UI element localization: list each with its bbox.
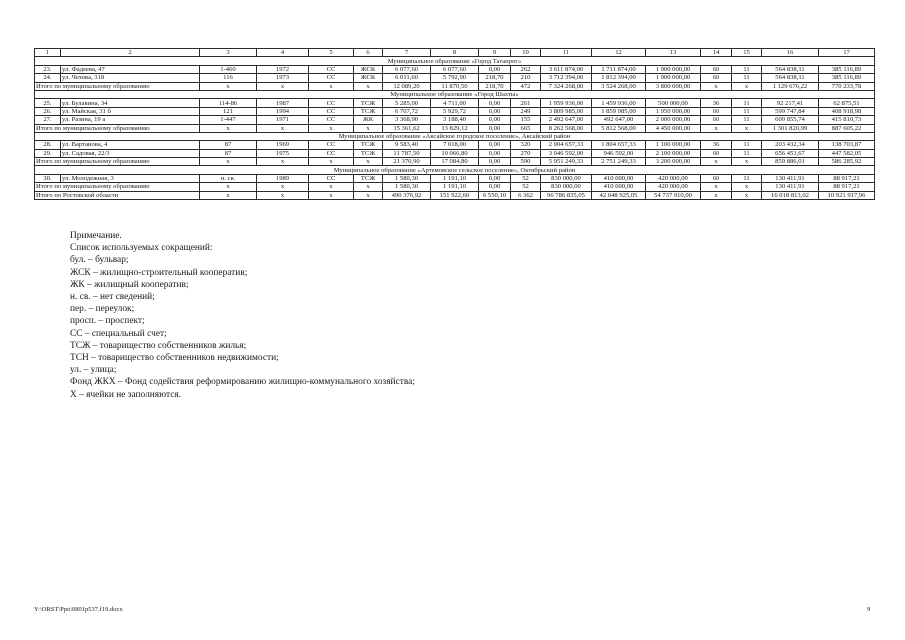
municipality-heading-row (35, 132, 875, 140)
table-cell: 1972 (257, 65, 309, 73)
table-cell: х (309, 191, 354, 199)
table-cell: 11 (732, 174, 762, 182)
table-cell: 116 (200, 74, 257, 82)
table-row (35, 149, 875, 157)
table-cell: 23. (35, 65, 61, 73)
table-cell: ТСЖ (354, 174, 383, 182)
table-row (35, 174, 875, 182)
table-cell: 0,00 (479, 124, 511, 132)
table-cell: 249 (511, 107, 541, 115)
table-cell: 830 000,00 (541, 183, 592, 191)
table-cell: СС (309, 149, 354, 157)
table-cell: 60 (701, 74, 732, 82)
table-cell: 261 (511, 99, 541, 107)
table-cell: 420 000,00 (646, 183, 701, 191)
table-cell: х (200, 124, 257, 132)
table-cell: 11 (732, 107, 762, 115)
table-cell: х (701, 183, 732, 191)
abbreviation-line: ЖК – жилищный кооператив; (70, 279, 189, 290)
table-cell: 6 077,60 (383, 65, 431, 73)
table-cell: х (200, 191, 257, 199)
table-cell: 60 (701, 116, 732, 124)
table-cell: х (732, 183, 762, 191)
table-cell: 1 812 394,00 (592, 74, 646, 82)
column-number: 9 (479, 49, 511, 57)
municipality-name: Муниципальное образование «Город Шахты» (35, 90, 875, 98)
abbreviation-line: ТСН – товарищество собственников недвижимости; (70, 353, 279, 364)
table-cell: 1-460 (200, 65, 257, 73)
column-number: 10 (511, 49, 541, 57)
table-cell: 11 (732, 65, 762, 73)
column-number: 11 (541, 49, 592, 57)
table-cell: 0,00 (479, 116, 511, 124)
table-cell: 151 922,60 (431, 191, 479, 199)
table-cell: 11 (732, 141, 762, 149)
table-cell: 1 301 820,99 (762, 124, 819, 132)
table-cell: 586 285,92 (819, 158, 875, 166)
table-cell: 492 647,00 (592, 116, 646, 124)
table-cell: х (257, 191, 309, 199)
address-cell: ул. Майская, 31 б (61, 107, 200, 115)
table-cell: 599 747,84 (762, 107, 819, 115)
table-row (35, 116, 875, 124)
table-cell: х (200, 183, 257, 191)
column-number: 1 (35, 49, 61, 57)
table-cell: 1 191,10 (431, 174, 479, 182)
page-number: 9 (867, 606, 871, 613)
abbreviation-line: ул. – улица; (70, 365, 117, 376)
table-cell: х (354, 158, 383, 166)
table-cell: 656 453,67 (762, 149, 819, 157)
column-number: 15 (732, 49, 762, 57)
table-cell: 7 324 268,00 (541, 82, 592, 90)
table-cell: 88 917,21 (819, 174, 875, 182)
table-cell: 36 (701, 99, 732, 107)
table-cell: 665 (511, 124, 541, 132)
table-cell: 16 018 813,02 (762, 191, 819, 199)
table-cell: ЖК (354, 116, 383, 124)
table-cell: 7 018,00 (431, 141, 479, 149)
column-number: 6 (354, 49, 383, 57)
table-cell: 92 217,41 (762, 99, 819, 107)
table-cell: х (309, 158, 354, 166)
column-number: 13 (646, 49, 701, 57)
table-cell: 203 432,34 (762, 141, 819, 149)
address-cell: ул. Молодежная, 3 (61, 174, 200, 182)
column-number: 4 (257, 49, 309, 57)
abbreviation-line: ТСЖ – товарищество собственников жилья; (70, 340, 247, 351)
table-cell: 87 (200, 141, 257, 149)
address-cell: ул. Садовая, 22/3 (61, 149, 200, 157)
table-cell: 155 (511, 116, 541, 124)
table-cell: 87 (200, 149, 257, 157)
table-cell: 1994 (257, 107, 309, 115)
table-cell: 2 904 657,33 (541, 141, 592, 149)
table-cell: 1969 (257, 141, 309, 149)
table-cell: х (354, 82, 383, 90)
table-cell: 887 605,22 (819, 124, 875, 132)
table-cell: 26. (35, 107, 61, 115)
table-cell: 1 900 000,00 (646, 74, 701, 82)
table-cell: 320 (511, 141, 541, 149)
address-cell: ул. Булавина, 34 (61, 99, 200, 107)
table-cell: х (732, 158, 762, 166)
table-cell: х (732, 124, 762, 132)
table-cell: 3 046 592,00 (541, 149, 592, 157)
table-cell: 385 116,89 (819, 74, 875, 82)
table-cell: 12 089,20 (383, 82, 431, 90)
table-cell: 130 411,91 (762, 174, 819, 182)
table-cell: 6 362 (511, 191, 541, 199)
table-cell: х (257, 158, 309, 166)
municipality-heading-row (35, 166, 875, 174)
table-cell: 5 929,72 (431, 107, 479, 115)
table-cell: ТСЖ (354, 107, 383, 115)
table-cell: 17 084,80 (431, 158, 479, 166)
table-cell: 420 000,00 (646, 174, 701, 182)
table-cell: 11 787,50 (383, 149, 431, 157)
municipality-name: Муниципальное образование «Артемовское сельское поселение», Октябрьский район (35, 166, 875, 174)
table-cell: 5 792,90 (431, 74, 479, 82)
table-cell: 62 875,51 (819, 99, 875, 107)
table-cell: 10 066,80 (431, 149, 479, 157)
total-label: Итого по муниципальному образованию (35, 158, 200, 166)
table-cell: х (701, 82, 732, 90)
table-cell: 1 191,10 (431, 183, 479, 191)
table-cell: 6 707,72 (383, 107, 431, 115)
table-cell: 410 000,00 (592, 174, 646, 182)
column-number: 16 (762, 49, 819, 57)
table-cell: 609 855,74 (762, 116, 819, 124)
table-cell: 11 (732, 99, 762, 107)
table-cell: 472 (511, 82, 541, 90)
column-number: 8 (431, 49, 479, 57)
table-cell: 0,00 (479, 149, 511, 157)
table-cell: 27. (35, 116, 61, 124)
table-cell: х (257, 183, 309, 191)
table-cell: 2 100 000,00 (646, 149, 701, 157)
table-cell: 5 285,00 (383, 99, 431, 107)
table-cell: 9 583,40 (383, 141, 431, 149)
table-cell: ЖСК (354, 65, 383, 73)
table-cell: 6 550,10 (479, 191, 511, 199)
table-cell: 25. (35, 99, 61, 107)
table-cell: 138 703,87 (819, 141, 875, 149)
table-cell: 8 262 568,00 (541, 124, 592, 132)
table-cell: 385 116,89 (819, 65, 875, 73)
table-cell: 1-447 (200, 116, 257, 124)
total-row (35, 158, 875, 166)
municipality-name: Муниципальное образование «Аксайское городское поселение», Аксайский район (35, 132, 875, 140)
table-cell: х (257, 124, 309, 132)
table-cell: 4 450 000,00 (646, 124, 701, 132)
table-cell: 3 524 268,00 (592, 82, 646, 90)
abbreviation-line: н. св. – нет сведений; (70, 292, 155, 303)
table-cell: 447 582,05 (819, 149, 875, 157)
table-cell: СС (309, 116, 354, 124)
table-cell: 13 829,12 (431, 124, 479, 132)
table-cell: 5 951 249,33 (541, 158, 592, 166)
table-cell: 408 918,98 (819, 107, 875, 115)
table-cell: 0,00 (479, 141, 511, 149)
table-cell: 3 611 874,00 (541, 65, 592, 73)
table-cell: 946 592,00 (592, 149, 646, 157)
table-cell: СС (309, 107, 354, 115)
table-cell: 52 (511, 174, 541, 182)
table-cell: х (309, 82, 354, 90)
table-cell: х (701, 158, 732, 166)
table-cell: 1 859 985,00 (592, 107, 646, 115)
table-cell: СС (309, 141, 354, 149)
table-cell: 11 870,50 (431, 82, 479, 90)
table-cell: СС (309, 65, 354, 73)
table-cell: 415 810,73 (819, 116, 875, 124)
table-cell: 1975 (257, 149, 309, 157)
address-cell: ул. Разина, 19 а (61, 116, 200, 124)
table-cell: 0,00 (479, 183, 511, 191)
table-cell: 0,00 (479, 99, 511, 107)
footer-file-path: Y:\ORST\Ppo\0801p537.f19.docx (34, 606, 123, 613)
address-cell: ул. Вартанова, 4 (61, 141, 200, 149)
table-cell: 1987 (257, 99, 309, 107)
table-cell: 1 959 936,00 (541, 99, 592, 107)
table-cell: х (701, 124, 732, 132)
table-cell: 36 (701, 141, 732, 149)
column-number: 2 (61, 49, 200, 57)
table-cell: 1 100 000,00 (646, 141, 701, 149)
table-cell: х (701, 191, 732, 199)
abbreviation-line: СС – специальный счет; (70, 328, 167, 339)
table-cell: 210 (511, 74, 541, 82)
table-cell: ТСЖ (354, 141, 383, 149)
table-cell: 88 917,21 (819, 183, 875, 191)
total-row (35, 124, 875, 132)
table-row (35, 107, 875, 115)
table-cell: 1 580,30 (383, 183, 431, 191)
table-cell: 0,00 (479, 65, 511, 73)
table-cell: ЖСК (354, 74, 383, 82)
abbreviation-line: Список используемых сокращений: (70, 243, 213, 254)
abbreviation-line: Фонд ЖКХ – Фонд содействия реформированию жилищно-коммунального хозяйства; (70, 377, 415, 388)
table-cell: 262 (511, 65, 541, 73)
table-cell: 0,00 (479, 158, 511, 166)
table-cell: 1971 (257, 116, 309, 124)
total-row (35, 183, 875, 191)
table-cell: ТСЖ (354, 99, 383, 107)
table-cell: 1 129 676,22 (762, 82, 819, 90)
table-cell: 24. (35, 74, 61, 82)
table-cell: 1 804 657,33 (592, 141, 646, 149)
table-cell: 130 411,91 (762, 183, 819, 191)
abbreviation-line: ЖСК – жилищно-строительный кооператив; (70, 267, 248, 278)
table-cell: СС (309, 74, 354, 82)
table-row (35, 74, 875, 82)
table-cell: 1 711 874,00 (592, 65, 646, 73)
column-number: 12 (592, 49, 646, 57)
table-cell: 42 048 925,05 (592, 191, 646, 199)
table-row (35, 141, 875, 149)
table-cell: 10 921 917,96 (819, 191, 875, 199)
table-cell: 1973 (257, 74, 309, 82)
table-cell: 1 580,30 (383, 174, 431, 182)
table-row (35, 65, 875, 73)
municipality-name: Муниципальное образование «Город Таганрог» (35, 57, 875, 65)
table-cell: 5 812 568,00 (592, 124, 646, 132)
table-cell: 3 800 000,00 (646, 82, 701, 90)
table-cell: х (309, 124, 354, 132)
table-header-row (35, 49, 875, 57)
table-cell: 1 950 000,00 (646, 107, 701, 115)
table-cell: 830 000,00 (541, 174, 592, 182)
table-cell: 2 000 000,00 (646, 116, 701, 124)
address-cell: ул. Фадеева, 47 (61, 65, 200, 73)
table-cell: 11 (732, 149, 762, 157)
table-cell: 859 886,01 (762, 158, 819, 166)
table-cell: 218,70 (479, 82, 511, 90)
abbreviation-line: просп. – проспект; (70, 316, 145, 327)
table-cell: 60 (701, 149, 732, 157)
table-cell: 1 900 000,00 (646, 65, 701, 73)
column-number: 17 (819, 49, 875, 57)
table-cell: СС (309, 174, 354, 182)
housing-fund-table (34, 48, 875, 200)
table-cell: 60 (701, 174, 732, 182)
municipality-heading-row (35, 57, 875, 65)
table-cell: х (732, 82, 762, 90)
table-cell: 15 361,62 (383, 124, 431, 132)
column-number: 7 (383, 49, 431, 57)
total-label: Итого по муниципальному образованию (35, 82, 200, 90)
table-cell: 2 751 249,33 (592, 158, 646, 166)
notes-title: Примечание. (70, 231, 122, 241)
table-cell: 590 (511, 158, 541, 166)
table-cell: 270 (511, 149, 541, 157)
table-cell: 30. (35, 174, 61, 182)
column-number: 3 (200, 49, 257, 57)
table-cell: 218,70 (479, 74, 511, 82)
table-cell: х (354, 183, 383, 191)
table-row (35, 99, 875, 107)
table-cell: х (200, 82, 257, 90)
table-cell: 60 (701, 65, 732, 73)
table-cell: 0,00 (479, 174, 511, 182)
table-cell: 0,00 (479, 107, 511, 115)
table-cell: 96 786 835,05 (541, 191, 592, 199)
table-cell: 3 188,40 (431, 116, 479, 124)
table-cell: 29. (35, 149, 61, 157)
table-cell: 6 077,60 (431, 65, 479, 73)
table-cell: х (200, 158, 257, 166)
abbreviation-line: Х – ячейки не заполняются. (70, 389, 182, 400)
table-cell: х (309, 183, 354, 191)
table-cell: 11 (732, 74, 762, 82)
total-label: Итого по муниципальному образованию (35, 183, 200, 191)
table-cell: 60 (701, 107, 732, 115)
table-cell: 52 (511, 183, 541, 191)
abbreviations-notes (70, 230, 415, 401)
municipality-heading-row (35, 90, 875, 98)
table-cell: 114-86 (200, 99, 257, 107)
table-cell: СС (309, 99, 354, 107)
table-cell: 3 200 000,00 (646, 158, 701, 166)
table-cell: 500 000,00 (646, 99, 701, 107)
table-cell: 1989 (257, 174, 309, 182)
address-cell: ул. Чехова, 318 (61, 74, 200, 82)
abbreviation-line: бул. – бульвар; (70, 255, 129, 266)
table-cell: 564 838,11 (762, 74, 819, 82)
table-cell: 6 011,60 (383, 74, 431, 82)
column-number: 14 (701, 49, 732, 57)
table-cell: 4 711,00 (431, 99, 479, 107)
table-cell: н. св. (200, 174, 257, 182)
total-label: Итого по Ростовской области (35, 191, 200, 199)
table-cell: ТСЖ (354, 149, 383, 157)
total-row (35, 191, 875, 199)
table-cell: 410 000,00 (592, 183, 646, 191)
table-cell: 490 376,92 (383, 191, 431, 199)
table-cell: 3 712 394,00 (541, 74, 592, 82)
table-cell: 3 368,90 (383, 116, 431, 124)
table-cell: 2 492 647,00 (541, 116, 592, 124)
table-cell: 564 838,11 (762, 65, 819, 73)
table-cell: 54 737 910,00 (646, 191, 701, 199)
table-cell: х (257, 82, 309, 90)
table-cell: х (354, 124, 383, 132)
table-cell: 1 459 936,00 (592, 99, 646, 107)
table-cell: 28. (35, 141, 61, 149)
table-cell: 3 809 985,00 (541, 107, 592, 115)
total-row (35, 82, 875, 90)
table-cell: х (732, 191, 762, 199)
table-cell: 121 (200, 107, 257, 115)
table-cell: 11 (732, 116, 762, 124)
table-cell: х (354, 191, 383, 199)
table-cell: 21 370,90 (383, 158, 431, 166)
column-number: 5 (309, 49, 354, 57)
table-cell: 770 233,78 (819, 82, 875, 90)
total-label: Итого по муниципальному образованию (35, 124, 200, 132)
abbreviation-line: пер. – переулок; (70, 304, 135, 315)
